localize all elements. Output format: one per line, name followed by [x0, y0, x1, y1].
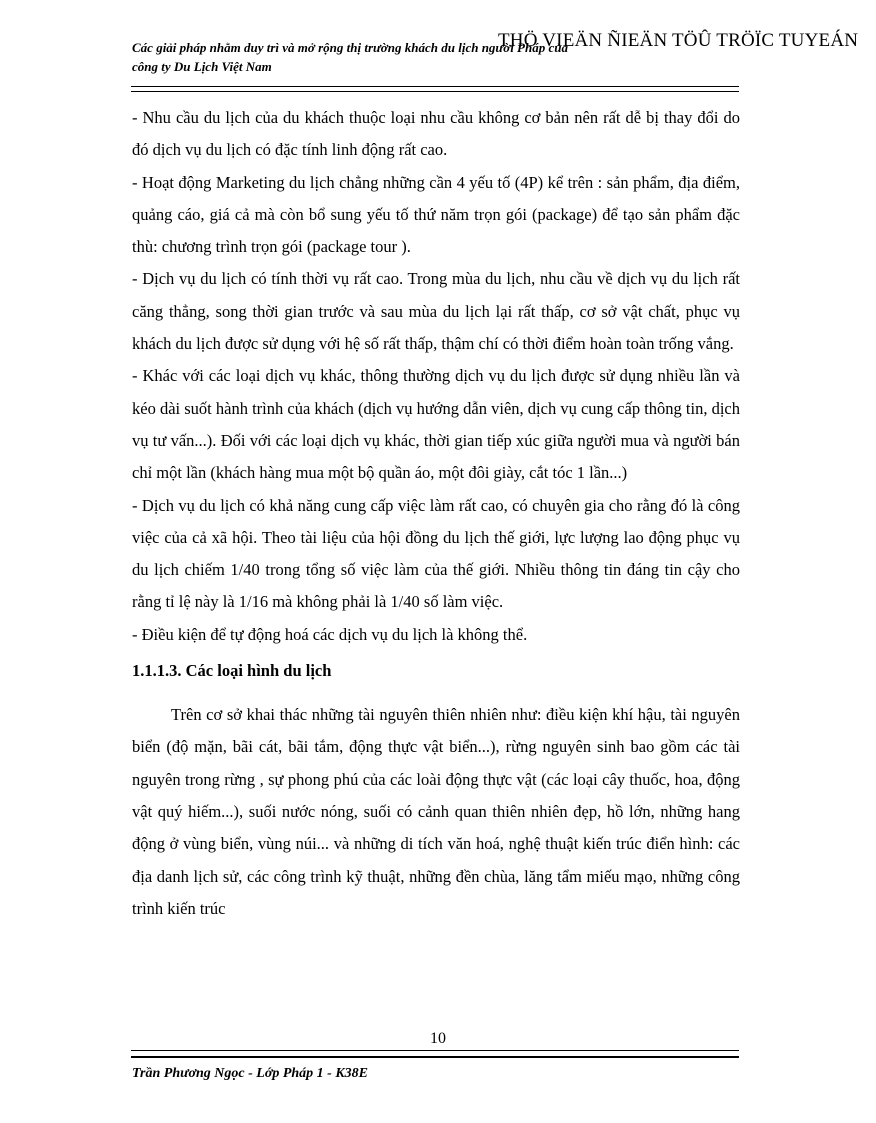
- page-number: 10: [430, 1030, 446, 1047]
- paragraph-3: - Dịch vụ du lịch có tính thời vụ rất cao. Trong mùa du lịch, nhu cầu về dịch vụ du lịch rất căng thẳng, song thời gian trước và sau mùa du lịch lại rất thấp, cơ sở vật chất, phục vụ khách du lịch được sử dụng với hệ số rất thấp, thậm chí có thời điểm hoàn toàn trống vắng.: [132, 269, 740, 354]
- section-paragraph: Trên cơ sở khai thác những tài nguyên thiên nhiên như: điều kiện khí hậu, tài nguyên biển (độ mặn, bãi cát, bãi tắm, động thực vật biển...), rừng nguyên sinh bao gồm các tài nguyên trong rừng , sự phong phú của các loài động thực vật (các loại cây thuốc, hoa, động vật quý hiếm...), suối nước nóng, suối có cảnh quan thiên nhiên đẹp, hồ lớn, những hang động ở vùng biển, vùng núi... và những di tích văn hoá, nghệ thuật kiến trúc điển hình: các địa danh lịch sử, các công trình kỹ thuật, những đền chùa, lăng tẩm miếu mạo, những công trình kiến trúc: [132, 705, 740, 918]
- paragraph-5: - Dịch vụ du lịch có khả năng cung cấp việc làm rất cao, có chuyên gia cho rằng đó là công việc của cả xã hội. Theo tài liệu của hội đồng du lịch thế giới, lực lượng lao động phục vụ du lịch chiếm 1/40 trong tổng số việc làm của thế giới. Nhiều thông tin đáng tin cậy cho rằng tỉ lệ này là 1/16 mà không phải là 1/40 số làm việc.: [132, 495, 740, 612]
- running-footer: Trần Phương Ngọc - Lớp Pháp 1 - K38E: [132, 1066, 369, 1081]
- paragraph-6: - Điều kiện để tự động hoá các dịch vụ du lịch là không thể.: [132, 624, 528, 644]
- paragraph-4: - Khác với các loại dịch vụ khác, thông thường dịch vụ du lịch được sử dụng nhiều lần và kéo dài suốt hành trình của khách (dịch vụ hướng dẫn viên, dịch vụ cung cấp thông tin, dịch vụ tư vấn...). Đối với các loại dịch vụ khác, thời gian tiếp xúc giữa người mua và người bán chỉ một lần (khách hàng mua một bộ quần áo, một đôi giày, cắt tóc 1 lần...): [132, 366, 740, 483]
- header-divider: [131, 86, 739, 92]
- footer-divider: [131, 1050, 739, 1058]
- section-heading: 1.1.1.3. Các loại hình du lịch: [132, 661, 332, 681]
- header-line-2: công ty Du Lịch Việt Nam: [132, 59, 272, 74]
- library-watermark: THÖ VIEÄN ÑIEÄN TÖÛ TRÖÏC TUYEÁN: [498, 30, 859, 51]
- paragraph-1: - Nhu cầu du lịch của du khách thuộc loại nhu cầu không cơ bản nên rất dễ bị thay đổi do đó dịch vụ du lịch có đặc tính linh động rất cao.: [132, 108, 740, 160]
- paragraph-2: - Hoạt động Marketing du lịch chẳng những cần 4 yếu tố (4P) kể trên : sản phẩm, địa điểm, quảng cáo, giá cả mà còn bổ sung yếu tố thứ năm trọn gói (package) để tạo sản phẩm đặc thù: chương trình trọn gói (package tour ).: [132, 172, 740, 257]
- header-line-1: Các giải pháp nhằm duy trì và mở rộng thị trường khách du lịch người Pháp của: [132, 40, 568, 55]
- document-body: [132, 102, 740, 925]
